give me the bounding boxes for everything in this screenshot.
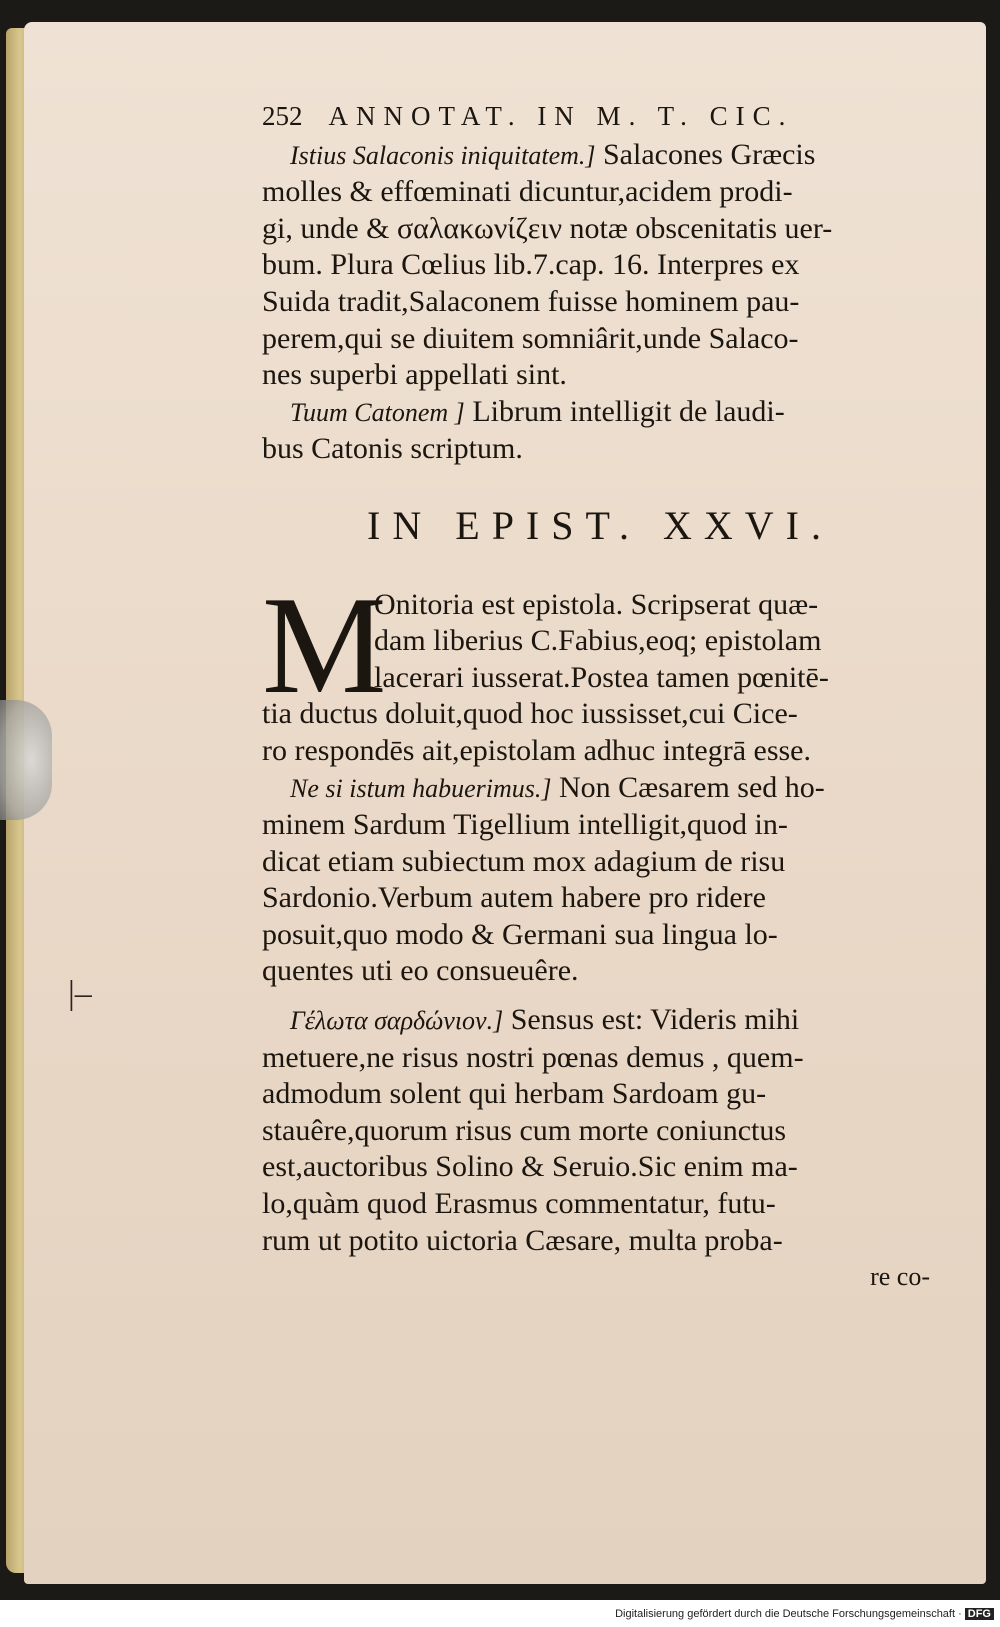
text-line: Istius Salaconis iniquitatem.] Salacones Græcis — [290, 137, 816, 171]
text-line: quentes uti eo consueuêre. — [262, 954, 579, 988]
text-line: bus Catonis scriptum. — [262, 432, 523, 466]
text-line: rum ut potito uictoria Cæsare, multa proba- — [262, 1223, 783, 1257]
annotation-ne-si-istum — [262, 770, 938, 991]
page-number: 252 — [262, 101, 303, 131]
text-line: dam liberius C.Fabius,eoq; epistolam — [374, 624, 822, 658]
text-line: perem,qui se diuitem somniârit,unde Salaco- — [262, 321, 799, 355]
text-line: metuere,ne risus nostri pœnas demus , quem- — [262, 1040, 804, 1074]
text-line: tia ductus doluit,quod hoc iussisset,cui Cice- — [262, 697, 798, 731]
dfg-logo: DFG — [965, 1608, 994, 1620]
running-title: ANNOTAT. IN M. T. CIC. — [328, 101, 794, 131]
text-line: Tuum Catonem ] Librum intelligit de laudi- — [290, 394, 785, 428]
text-line: Sardonio.Verbum autem habere pro ridere — [262, 881, 766, 915]
page-clip — [0, 700, 52, 820]
text-line: dicat etiam subiectum mox adagium de risu — [262, 844, 786, 878]
text-line: stauêre,quorum risus cum morte coniunctus — [262, 1113, 787, 1147]
footer-text: Digitalisierung gefördert durch die Deutsche Forschungsgemeinschaft · — [615, 1608, 962, 1620]
text-line: admodum solent qui herbam Sardoam gu- — [262, 1077, 767, 1111]
text-line: Onitoria est epistola. Scripserat quæ- — [374, 587, 819, 621]
text-line: Suida tradit,Salaconem fuisse hominem pau- — [262, 284, 800, 318]
text-line: posuit,quo modo & Germani sua lingua lo- — [262, 917, 778, 951]
text-line: Γέλωτα σαρδώνιον.] Sensus est: Videris mihi — [290, 1003, 800, 1037]
text-line: est,auctoribus Solino & Seruio.Sic enim ma- — [262, 1150, 798, 1184]
lemma: Ne si istum habuerimus.] — [290, 773, 552, 803]
text-line: minem Sardum Tigellium intelligit,quod in- — [262, 808, 788, 842]
lemma: Tuum Catonem ] — [290, 397, 465, 427]
margin-note: |– — [68, 975, 92, 1012]
lemma: Istius Salaconis iniquitatem.] — [290, 140, 596, 170]
annotation-gelota — [262, 1002, 938, 1259]
lemma: Γέλωτα σαρδώνιον.] — [290, 1006, 504, 1036]
text-line: nes superbi appellati sint. — [262, 358, 567, 392]
text-line: Ne si istum habuerimus.] Non Cæsarem sed ho- — [290, 770, 825, 804]
annotation-salaconis — [262, 137, 938, 394]
drop-initial: M — [262, 567, 387, 723]
annotation-catonem — [262, 394, 938, 468]
section-title: IN EPIST. XXVI. — [367, 502, 833, 548]
text-line: molles & effœminati dicuntur,acidem prodi- — [262, 175, 793, 209]
text-line: bum. Plura Cœlius lib.7.cap. 16. Interpres ex — [262, 248, 800, 282]
page-text — [262, 98, 938, 1296]
footer-credit — [615, 1608, 994, 1620]
text-line: gi, unde & σαλακωνίζειν notæ obscenitatis uer- — [262, 211, 833, 245]
text-line: lacerari iusserat.Postea tamen pœnitē- — [374, 660, 829, 694]
running-header — [262, 98, 938, 135]
text-line: ro respondēs ait,epistolam adhuc integrā esse. — [262, 733, 811, 767]
catchword: re co- — [870, 1262, 930, 1292]
text-line: lo,quàm quod Erasmus commentatur, futu- — [262, 1187, 776, 1221]
epistle-summary — [262, 567, 938, 770]
